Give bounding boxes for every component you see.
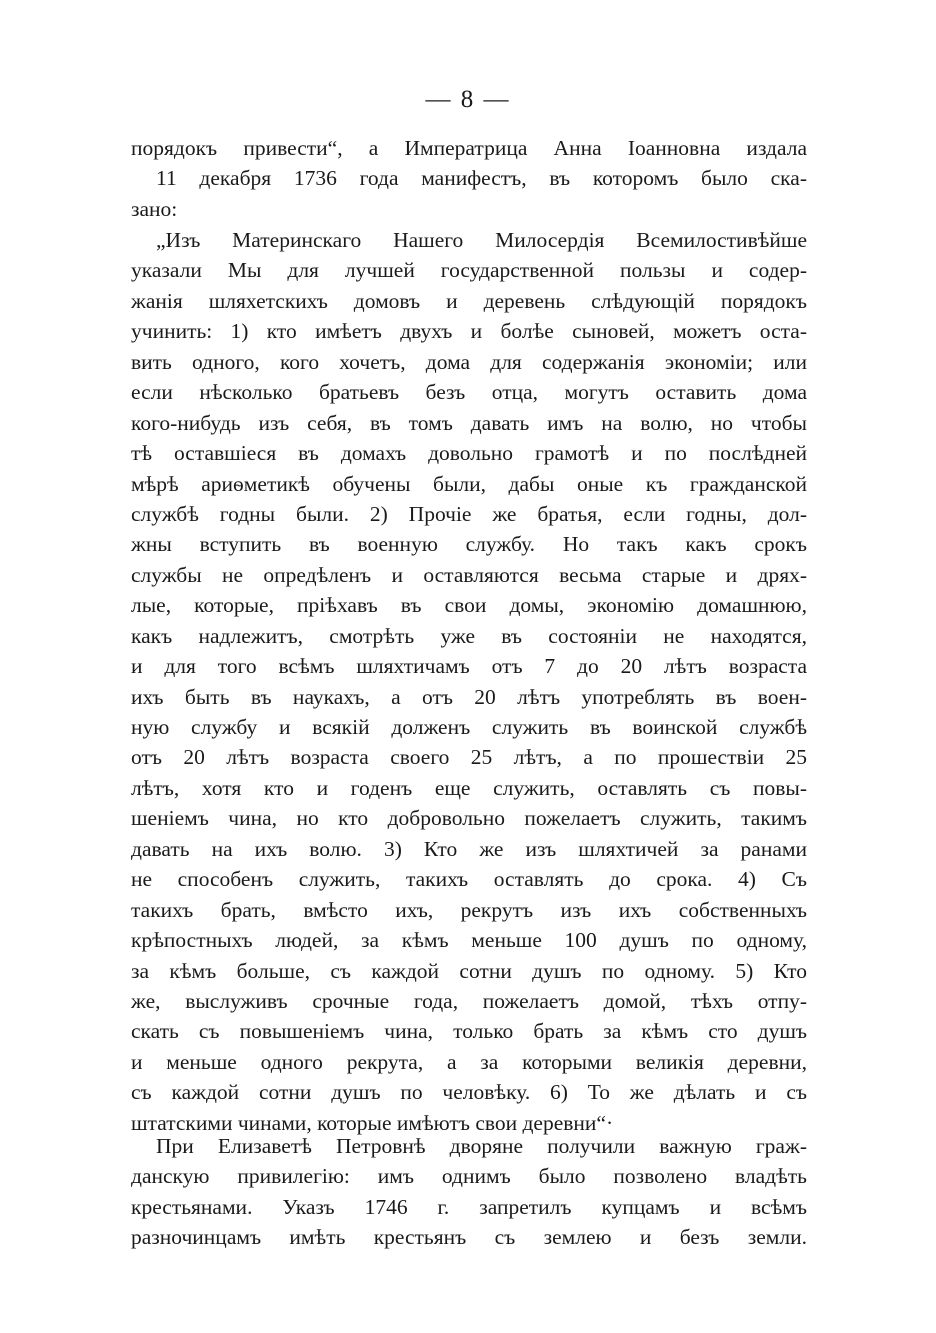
text-line: указали Мы для лучшей государственной пользы и содер- [131, 258, 807, 283]
text-line: давать на ихъ волю. 3) Кто же изъ шляхтичей за ранами [131, 836, 807, 861]
text-line: если нѣсколько братьевъ безъ отца, могутъ оставить дома [131, 380, 807, 405]
text-line: тѣ оставшіеся въ домахъ довольно грамотѣ и по послѣдней [131, 441, 807, 466]
text-line: такихъ брать, вмѣсто ихъ, рекрутъ изъ ихъ собственныхъ [131, 897, 807, 922]
text-line: лые, которые, пріѣхавъ въ свои домы, экономію домашнюю, [131, 593, 807, 618]
text-line: „Изъ Материнскаго Нашего Милосердія Всемилостивѣйше [156, 228, 807, 252]
text-line: разночинцамъ имѣть крестьянъ съ землею и безъ земли. [131, 1225, 807, 1250]
text-line: службѣ годны были. 2) Прочіе же братья, если годны, дол- [131, 501, 807, 526]
text-line: порядокъ привести“, а Императрица Анна Іоанновна издала [131, 136, 807, 160]
text-line: крѣпостныхъ людей, за кѣмъ меньше 100 душъ по одному, [131, 928, 807, 953]
text-line: крестьянами. Указъ 1746 г. запретилъ купцамъ и всѣмъ [131, 1194, 807, 1219]
text-line: данскую привилегію: имъ однимъ было позволено владѣть [131, 1164, 807, 1189]
text-line: и для того всѣмъ шляхтичамъ отъ 7 до 20 лѣтъ возраста [131, 654, 807, 679]
text-line: отъ 20 лѣтъ возраста своего 25 лѣтъ, а по прошествіи 25 [131, 745, 807, 770]
text-line: шеніемъ чина, но кто добровольно пожелаетъ служить, такимъ [131, 806, 807, 831]
text-line: службы не опредѣленъ и оставляются весьма старые и дрях- [131, 562, 807, 587]
paragraph-1 [131, 133, 807, 224]
text-line: кого-нибудь изъ себя, въ томъ давать имъ на волю, но чтобы [131, 410, 807, 435]
text-line: же, выслуживъ срочные года, пожелаетъ домой, тѣхъ отпу- [131, 988, 807, 1013]
text-line: штатскими чинами, которые имѣютъ свои деревни“· [131, 1110, 614, 1135]
text-line: учинить: 1) кто имѣетъ двухъ и болѣе сыновей, можетъ оста- [131, 319, 807, 344]
text-line: 11 декабря 1736 года манифестъ, въ которомъ было ска- [156, 166, 807, 191]
text-line: жны вступить въ военную службу. Но такъ какъ срокъ [131, 532, 807, 557]
page-number: — 8 — [425, 86, 511, 113]
text-line: не способенъ служить, такихъ оставлять до срока. 4) Съ [131, 867, 807, 892]
text-line: вить одного, кого хочетъ, дома для содержанія экономіи; или [131, 349, 807, 374]
text-line: жанія шляхетскихъ домовъ и деревень слѣдующій порядокъ [131, 288, 807, 313]
paragraph-3 [131, 1131, 807, 1253]
text-line: скать съ повышеніемъ чина, только брать за кѣмъ сто душъ [131, 1019, 807, 1044]
text-line: ихъ быть въ наукахъ, а отъ 20 лѣтъ употреблять въ воен- [131, 684, 807, 709]
text-line: мѣрѣ ариѳметикѣ обучены были, дабы оные къ гражданской [131, 471, 807, 496]
text-line: и меньше одного рекрута, а за которыми великія деревни, [131, 1049, 807, 1074]
text-line: съ каждой сотни душъ по человѣку. 6) То же дѣлать и съ [131, 1080, 807, 1105]
text-line: лѣтъ, хотя кто и годенъ еще служить, оставлять съ повы- [131, 775, 807, 800]
text-line: за кѣмъ больше, съ каждой сотни душъ по одному. 5) Кто [131, 958, 807, 983]
text-line: какъ надлежитъ, смотрѣть уже въ состояніи не находятся, [131, 623, 807, 648]
paragraph-2-quote [131, 225, 807, 1138]
text-line: ную службу и всякій долженъ служить въ воинской службѣ [131, 715, 807, 739]
text-line: зано: [131, 196, 178, 221]
text-line: При Елизаветѣ Петровнѣ дворяне получили важную граж- [156, 1134, 807, 1158]
